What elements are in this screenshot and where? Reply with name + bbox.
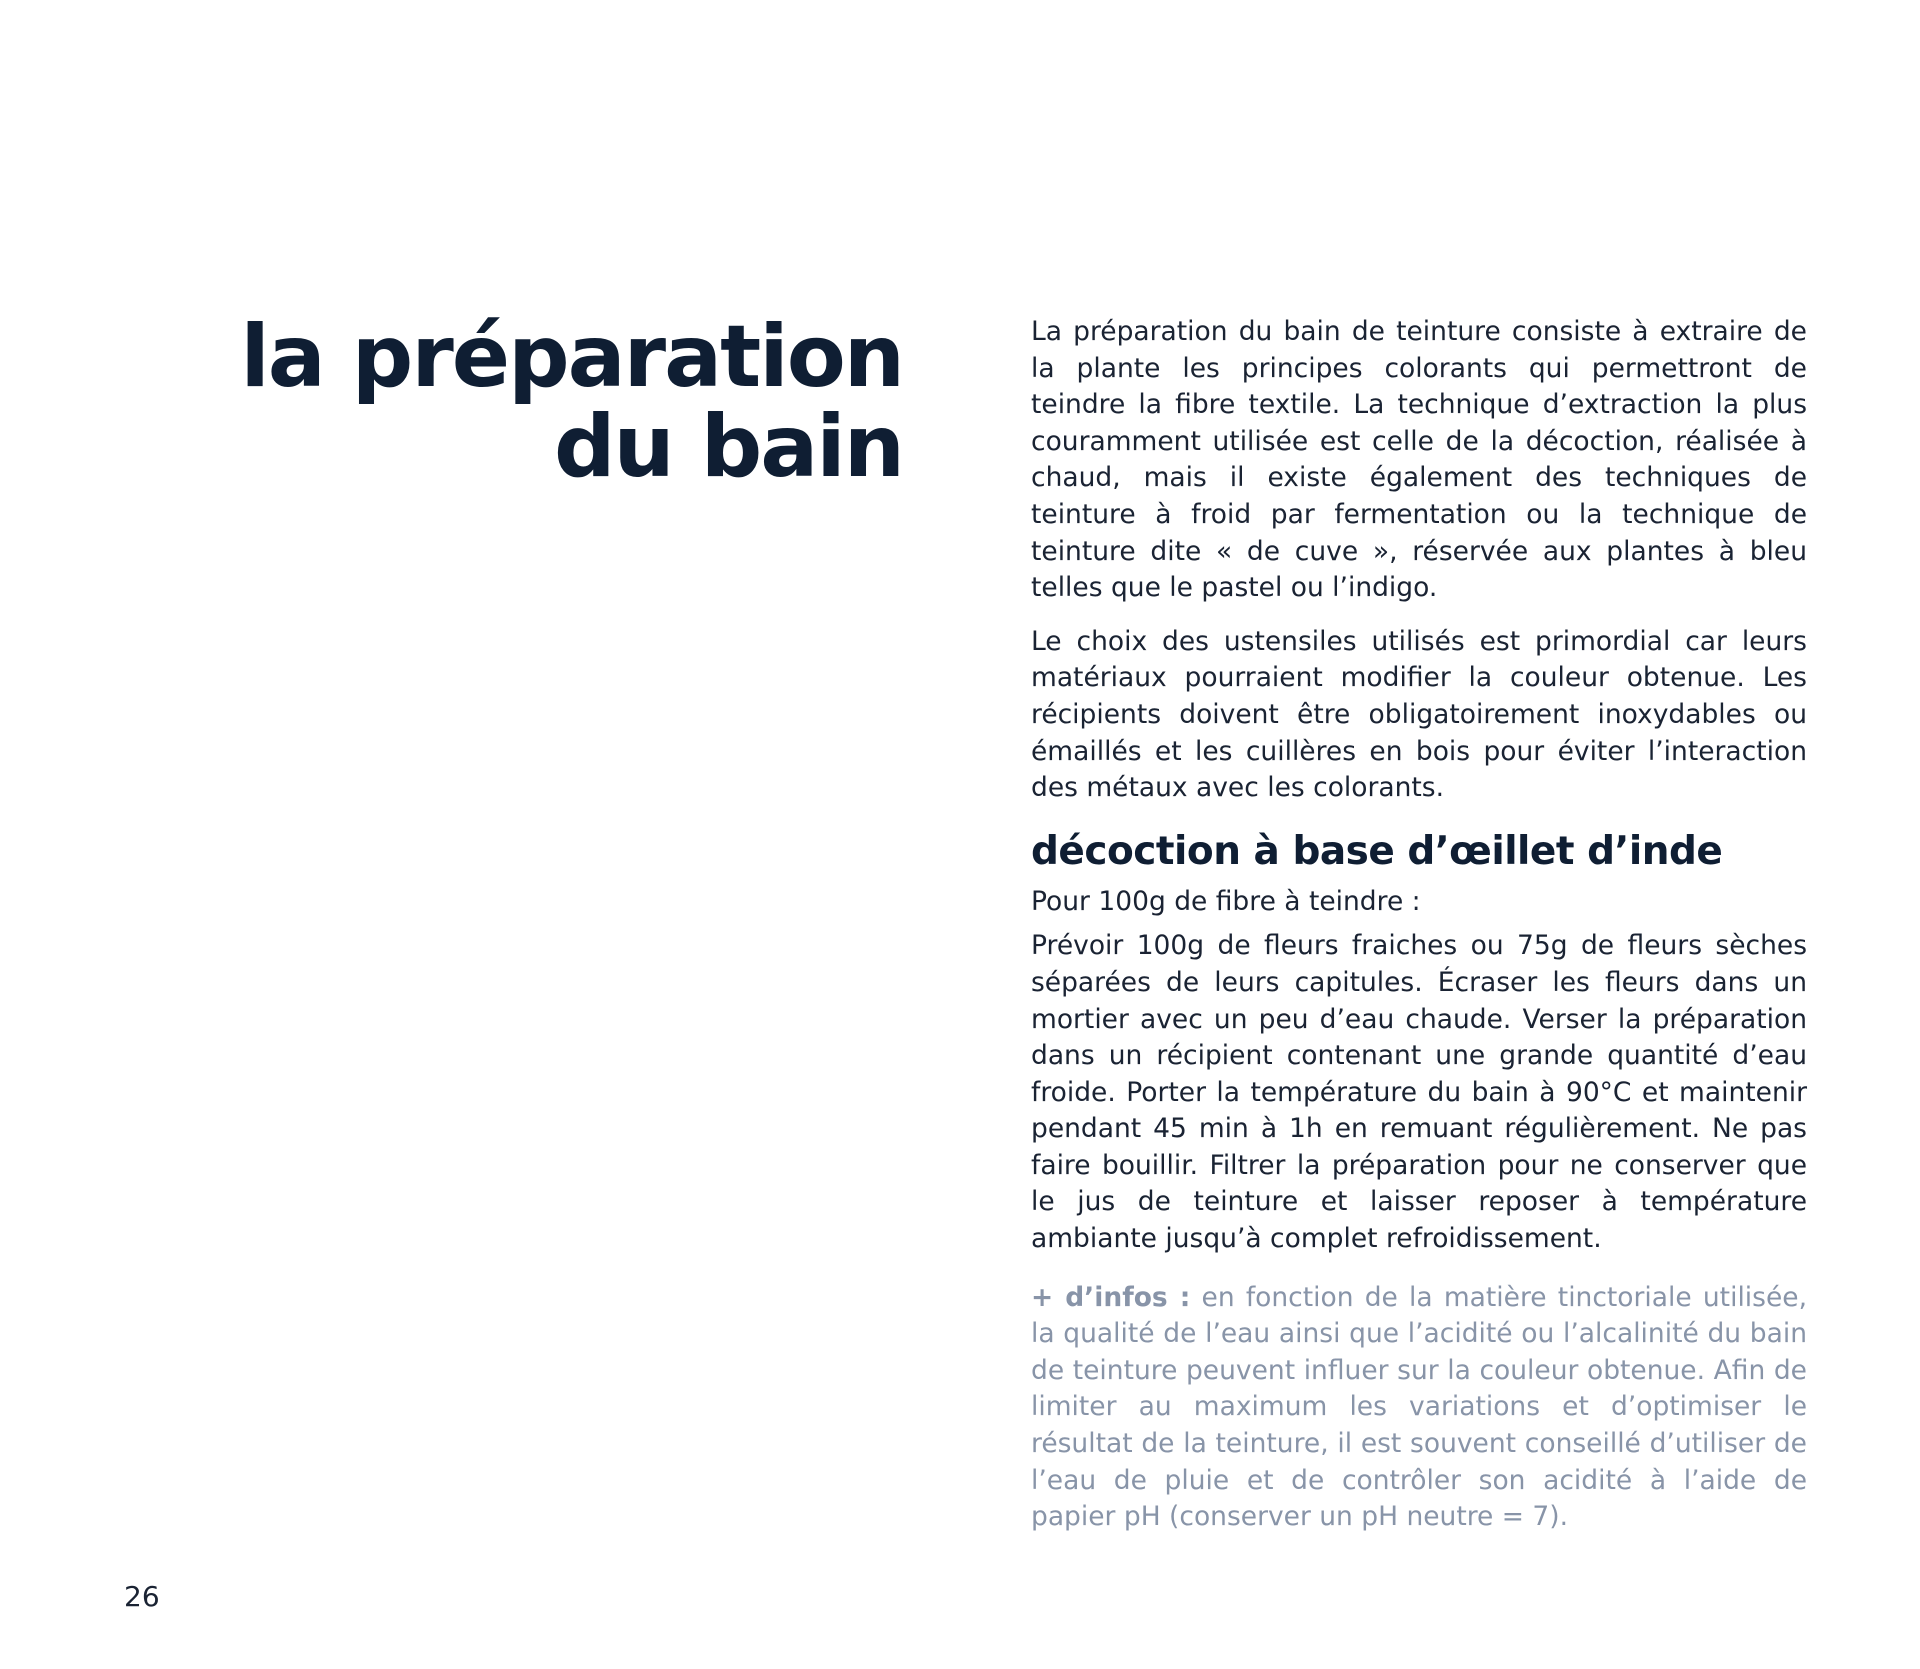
info-note-lead: + d’infos :: [1031, 1281, 1191, 1313]
intro-paragraph-2: Le choix des ustensiles utilisés est primordial car leurs matériaux pourraient modifier la couleur obtenue. Les récipients doivent être obligatoirement inoxydables ou émaillés et les cuillères en bois pour éviter l’interaction des métaux avec les colorants.: [1031, 625, 1807, 804]
intro-paragraph-1: La préparation du bain de teinture consiste à extraire de la plante les principes colorants qui permettront de teindre la fibre textile. La technique d’extraction la plus couramment utilisée est celle de la décoction, réalisée à chaud, mais il existe également des techniques de teinture à froid par fermentation ou la technique de teinture dite « de cuve », réservée aux plantes à bleu telles que le pastel ou l’indigo.: [1031, 316, 1807, 604]
page-title-line-1: la préparation: [240, 307, 903, 407]
page-title: [240, 307, 903, 497]
info-note-text: en fonction de la matière tinctoriale utilisée, la qualité de l’eau ainsi que l’acidité ou l’alcalinité du bain de teinture peuvent influer sur la couleur obtenue. Afin de limiter au maximum les variations et d’optimiser le résultat de la teinture, il est souvent conseillé d’utiliser de l’eau de pluie et de contrôler son acidité à l’aide de papier pH (conserver un pH neutre = 7).: [1031, 1281, 1808, 1533]
page-number: 26: [124, 1580, 160, 1613]
info-note: [1031, 1280, 1807, 1536]
recipe-heading: décoction à base d’œillet d’inde: [1031, 828, 1723, 874]
recipe-quantity: Pour 100g de fibre à teindre :: [1031, 885, 1421, 917]
page-title-line-2: du bain: [553, 397, 903, 497]
recipe-instructions: Prévoir 100g de fleurs fraiches ou 75g de fleurs sèches séparées de leurs capitules. Écraser les fleurs dans un mortier avec un peu d’eau chaude. Verser la préparation dans un récipient contenant une grande quantité d’eau froide. Porter la température du bain à 90°C et maintenir pendant 45 min à 1h en remuant régulièrement. Ne pas faire bouillir. Filtrer la préparation pour ne conserver que le jus de teinture et laisser reposer à température ambiante jusqu’à complet refroidissement.: [1031, 930, 1807, 1255]
text-column: [1031, 314, 1807, 1553]
